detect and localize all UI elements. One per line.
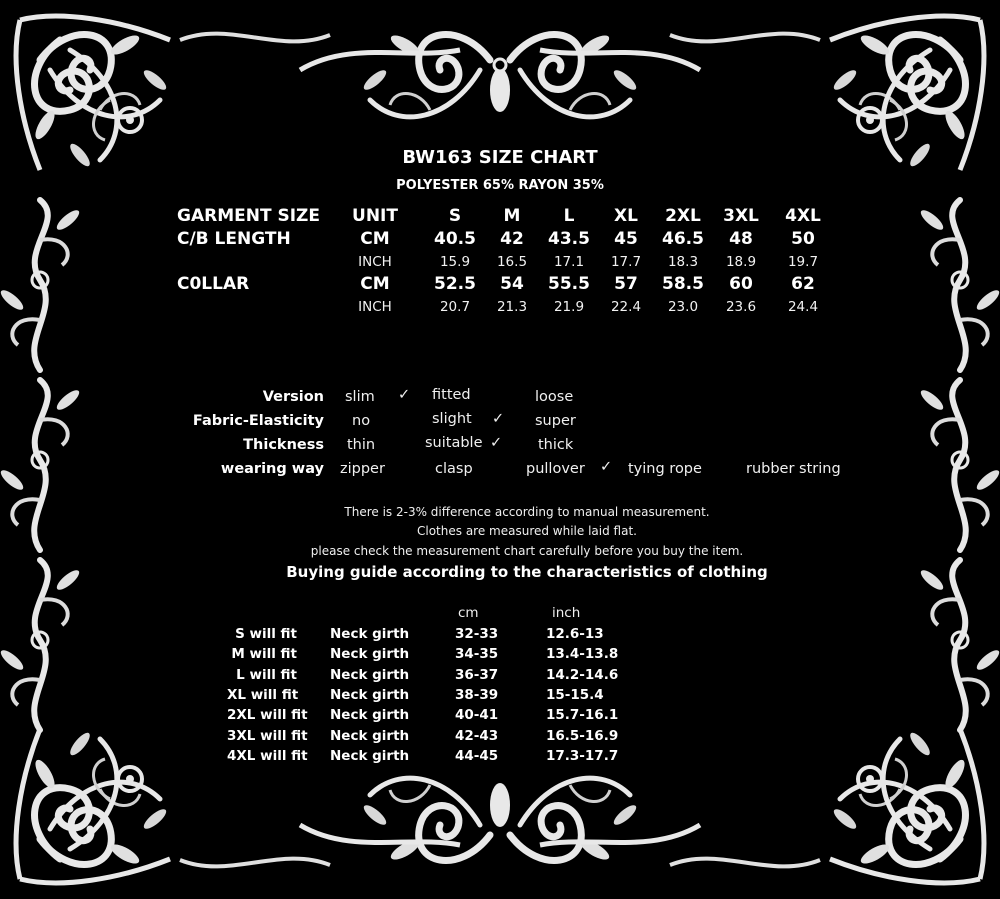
attribute-label: wearing way [220, 461, 324, 477]
inch-value: 24.4 [787, 299, 819, 315]
guide-cm-range: 40-41 [455, 707, 499, 724]
cm-value: 57 [614, 274, 638, 294]
fabric-subtitle: POLYESTER 65% RAYON 35% [396, 178, 604, 193]
page-title: BW163 SIZE CHART [402, 147, 598, 168]
attribute-option: clasp [435, 461, 473, 477]
check-mark-icon: ✓ [492, 411, 505, 427]
attribute-option: tying rope [628, 461, 702, 477]
inch-value: 18.9 [725, 254, 757, 270]
attribute-option: suitable [425, 435, 483, 451]
attribute-option: thin [347, 437, 376, 453]
guide-size: 4XL will fit [227, 747, 308, 764]
guide-measure: Neck girth [330, 666, 410, 683]
note-line: Clothes are measured while laid flat. [417, 524, 637, 538]
attribute-label: Version [262, 389, 324, 405]
attribute-option: thick [538, 437, 574, 453]
guide-inch-range: 16.5-16.9 [546, 727, 619, 744]
guide-cm-range: 32-33 [455, 626, 499, 642]
cm-value: 40.5 [434, 229, 476, 249]
attribute-option: rubber string [746, 461, 841, 477]
attribute-label: Fabric-Elasticity [192, 413, 324, 429]
guide-measure: Neck girth [330, 707, 410, 724]
unit-inch: INCH [358, 299, 392, 315]
check-mark-icon: ✓ [398, 387, 411, 403]
cm-value: 62 [791, 274, 815, 294]
guide-measure: Neck girth [330, 747, 410, 764]
guide-cm-range: 42-43 [455, 727, 499, 744]
size-header-s: S [448, 206, 462, 226]
attribute-option: no [352, 413, 371, 429]
size-header-3xl: 3XL [723, 206, 759, 226]
guide-inch-range: 12.6-13 [546, 626, 604, 642]
unit-cm: CM [360, 229, 390, 249]
guide-inch-range: 17.3-17.7 [546, 747, 619, 764]
guide-size: S will fit [235, 626, 297, 642]
guide-inch-range: 15.7-16.1 [546, 707, 619, 724]
note-line: please check the measurement chart carefully before you buy the item. [310, 544, 744, 558]
size-header-4xl: 4XL [785, 206, 821, 226]
check-mark-icon: ✓ [600, 459, 613, 475]
inch-value: 21.9 [553, 299, 585, 315]
guide-cm-range: 34-35 [455, 646, 499, 663]
inch-value: 19.7 [787, 254, 819, 270]
guide-cm-range: 36-37 [455, 666, 499, 683]
cm-value: 42 [500, 229, 524, 249]
garment-size-header: GARMENT SIZE [177, 206, 320, 226]
guide-size: 2XL will fit [227, 707, 308, 724]
attribute-option: slim [345, 389, 375, 405]
guide-size: 3XL will fit [227, 727, 308, 744]
guide-size: L will fit [236, 666, 297, 683]
buying-guide-title: Buying guide according to the characteristics of clothing [286, 563, 768, 581]
size-header-2xl: 2XL [665, 206, 701, 226]
cm-value: 52.5 [434, 274, 476, 294]
attribute-option: zipper [340, 461, 385, 477]
check-mark-icon: ✓ [490, 435, 503, 451]
inch-value: 15.9 [439, 254, 471, 270]
attribute-label: Thickness [243, 437, 324, 453]
guide-inch-range: 15-15.4 [546, 686, 604, 703]
inch-value: 17.1 [553, 254, 585, 270]
cm-value: 45 [614, 229, 638, 249]
cm-value: 43.5 [548, 229, 590, 249]
attribute-option: pullover [526, 461, 585, 477]
cm-value: 60 [729, 274, 753, 294]
guide-cm-range: 44-45 [455, 747, 499, 764]
guide-cm-range: 38-39 [455, 686, 499, 703]
row-label-cb-length: C/B LENGTH [177, 229, 291, 249]
unit-header: UNIT [352, 206, 398, 226]
cm-value: 55.5 [548, 274, 590, 294]
guide-inch-range: 14.2-14.6 [546, 666, 619, 683]
inch-value: 20.7 [439, 299, 471, 315]
guide-inch-header: inch [552, 605, 581, 621]
guide-size: M will fit [231, 646, 297, 663]
guide-measure: Neck girth [330, 646, 410, 663]
row-label-collar: C0LLAR [177, 274, 250, 294]
inch-value: 21.3 [496, 299, 528, 315]
cm-value: 58.5 [662, 274, 704, 294]
guide-measure: Neck girth [330, 626, 410, 642]
unit-cm: CM [360, 274, 390, 294]
cm-value: 48 [729, 229, 753, 249]
guide-cm-header: cm [458, 605, 479, 621]
attribute-option: super [535, 413, 576, 429]
attribute-option: fitted [432, 387, 471, 403]
cm-value: 46.5 [662, 229, 704, 249]
inch-value: 16.5 [496, 254, 528, 270]
inch-value: 22.4 [610, 299, 642, 315]
size-header-l: L [563, 206, 575, 226]
guide-measure: Neck girth [330, 727, 410, 744]
inch-value: 23.6 [725, 299, 757, 315]
guide-inch-range: 13.4-13.8 [546, 646, 619, 663]
size-header-xl: XL [614, 206, 638, 226]
inch-value: 17.7 [610, 254, 642, 270]
cm-value: 50 [791, 229, 815, 249]
guide-size: XL will fit [227, 686, 299, 703]
cm-value: 54 [500, 274, 524, 294]
inch-value: 23.0 [667, 299, 699, 315]
unit-inch: INCH [358, 254, 392, 270]
guide-measure: Neck girth [330, 686, 410, 703]
note-line: There is 2-3% difference according to manual measurement. [344, 505, 710, 519]
attribute-option: slight [432, 411, 472, 427]
attribute-option: loose [535, 389, 574, 405]
inch-value: 18.3 [667, 254, 699, 270]
size-header-m: M [503, 206, 521, 226]
